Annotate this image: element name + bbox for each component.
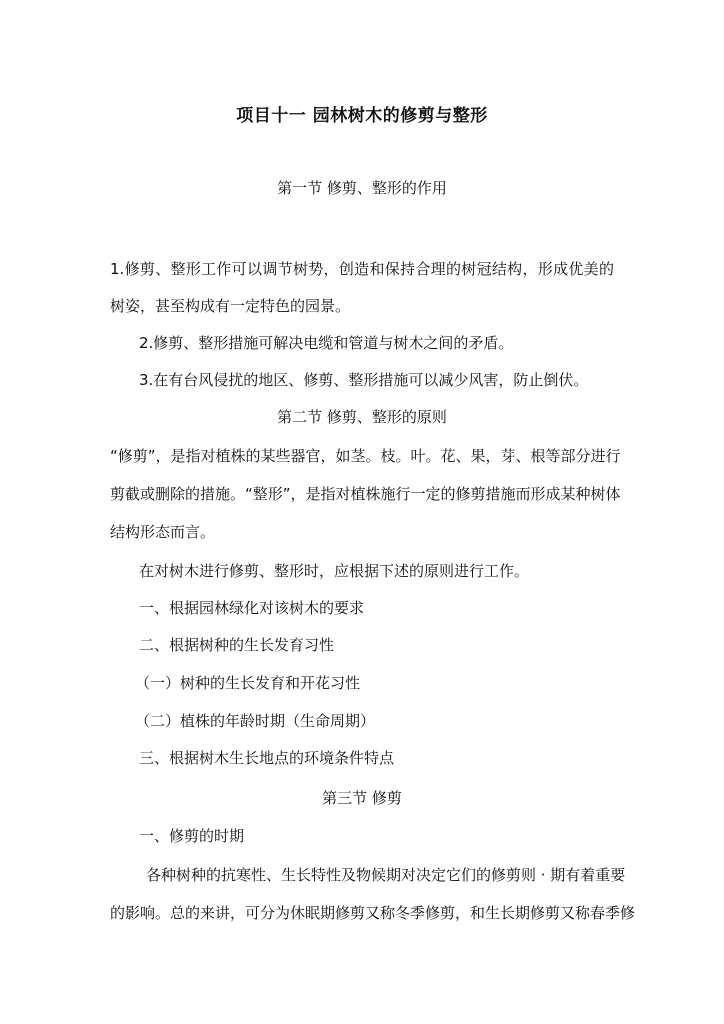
principles-intro: 在对树木进行修剪、整形时，应根据下述的原则进行工作。: [139, 562, 530, 580]
section-3-subheading: 一、修剪的时期: [139, 827, 245, 845]
paragraph-3: 3.在有台风侵扰的地区、修剪、整形措施可以减少风害，防止倒伏。: [139, 371, 589, 389]
principle-item-2: 二、根据树种的生长发育习性: [139, 636, 335, 654]
principle-item-3: 三、根据树木生长地点的环境条件特点: [139, 749, 395, 767]
pruning-period-line-1: 各种树种的抗寒性、生长特性及物候期对决定它们的修剪则 · 期有着重要: [146, 866, 626, 884]
definition-line-2: 剪截或删除的措施。“整形”，是指对植株施行一定的修剪措施而形成某种树体: [110, 485, 621, 503]
section-2-heading: 第二节 修剪、整形的原则: [277, 408, 447, 426]
principle-item-2-sub-1: （一）树种的生长发育和开花习性: [135, 674, 361, 692]
section-3-heading: 第三节 修剪: [322, 789, 402, 807]
principle-item-2-sub-2: （二）植株的年龄时期（生命周期）: [135, 712, 376, 730]
paragraph-1-line-1: 1.修剪、整形工作可以调节树势，创造和保持合理的树冠结构，形成优美的: [110, 260, 614, 278]
paragraph-2: 2.修剪、整形措施可解决电缆和管道与树木之间的矛盾。: [139, 334, 514, 352]
pruning-period-line-2: 的影响。总的来讲，可分为休眠期修剪又称冬季修剪，和生长期修剪又称春季修: [110, 904, 636, 922]
definition-line-3: 结构形态而言。: [110, 523, 216, 541]
section-1-heading: 第一节 修剪、整形的作用: [277, 179, 447, 197]
definition-line-1: “修剪”，是指对植株的某些器官，如茎。枝。叶。花、果，芽、根等部分进行: [110, 447, 621, 465]
page-title: 项目十一 园林树木的修剪与整形: [236, 106, 488, 126]
paragraph-1-line-2: 树姿，甚至构成有一定特色的园景。: [110, 297, 351, 315]
principle-item-1: 一、根据园林绿化对该树木的要求: [139, 599, 365, 617]
